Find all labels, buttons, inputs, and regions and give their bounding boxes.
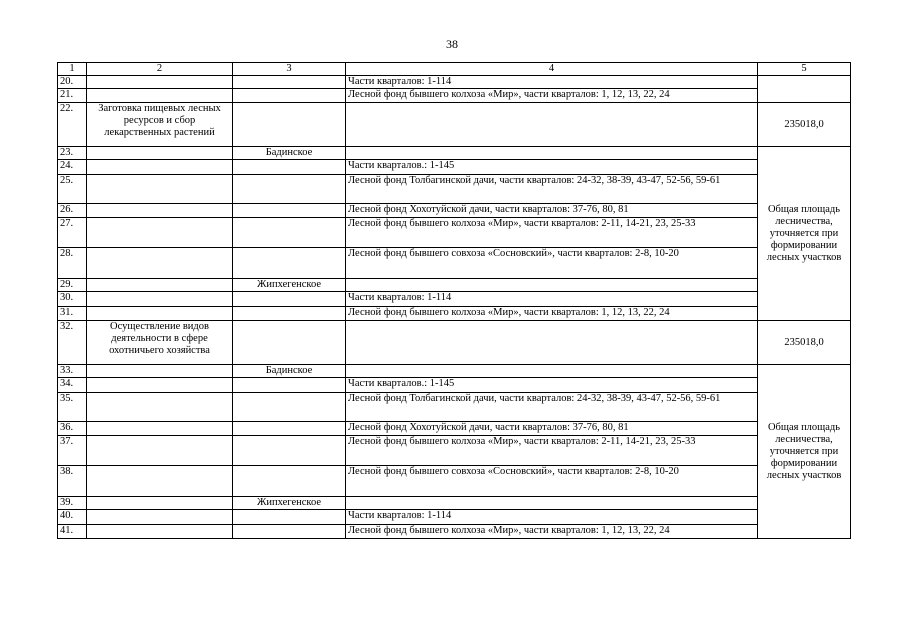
table-row xyxy=(58,393,851,422)
row-purpose xyxy=(87,175,233,204)
table-row xyxy=(58,218,851,248)
merged-area-note: Общая площадь лесничества, уточняется при формировании лесных участков xyxy=(758,365,851,539)
row-district xyxy=(233,436,346,466)
table-row xyxy=(58,103,851,147)
row-district: Бадинское xyxy=(233,147,346,160)
row-location xyxy=(346,147,758,160)
row-number: 31. xyxy=(58,307,87,321)
forest-district-table xyxy=(57,62,851,539)
row-purpose xyxy=(87,436,233,466)
row-purpose xyxy=(87,76,233,89)
row-location xyxy=(346,497,758,510)
row-purpose xyxy=(87,147,233,160)
row-location: Части кварталов.: 1-145 xyxy=(346,378,758,393)
row-location: Лесной фонд Толбагинской дачи, части кварталов: 24-32, 38-39, 43-47, 52-56, 59-61 xyxy=(346,175,758,204)
table-row xyxy=(58,321,851,365)
row-location: Лесной фонд бывшего колхоза «Мир», части кварталов: 1, 12, 13, 22, 24 xyxy=(346,307,758,321)
row-purpose xyxy=(87,466,233,497)
table-row xyxy=(58,248,851,279)
page-number: 38 xyxy=(446,37,458,51)
row-district xyxy=(233,466,346,497)
row-number: 28. xyxy=(58,248,87,279)
row-district xyxy=(233,292,346,307)
row-purpose xyxy=(87,307,233,321)
row-number: 34. xyxy=(58,378,87,393)
table-row xyxy=(58,422,851,436)
row-district: Бадинское xyxy=(233,365,346,378)
row-number: 20. xyxy=(58,76,87,89)
row-number: 25. xyxy=(58,175,87,204)
table-header-row xyxy=(58,63,851,76)
row-location: Части кварталов: 1-114 xyxy=(346,76,758,89)
row-number: 23. xyxy=(58,147,87,160)
row-district xyxy=(233,103,346,147)
table-row xyxy=(58,436,851,466)
row-purpose xyxy=(87,89,233,103)
row-number: 38. xyxy=(58,466,87,497)
table-row xyxy=(58,365,851,378)
row-location: Части кварталов.: 1-145 xyxy=(346,160,758,175)
row-number: 33. xyxy=(58,365,87,378)
table-row xyxy=(58,175,851,204)
header-col-2: 2 xyxy=(87,63,233,76)
row-number: 32. xyxy=(58,321,87,365)
row-location xyxy=(346,279,758,292)
row-number: 21. xyxy=(58,89,87,103)
header-col-5: 5 xyxy=(758,63,851,76)
row-purpose xyxy=(87,160,233,175)
row-district: Жипхегенское xyxy=(233,497,346,510)
row-district xyxy=(233,510,346,525)
row-district xyxy=(233,321,346,365)
row-location: Лесной фонд бывшего колхоза «Мир», части кварталов: 1, 12, 13, 22, 24 xyxy=(346,89,758,103)
row-district xyxy=(233,204,346,218)
row-location: Лесной фонд бывшего совхоза «Сосновский», части кварталов: 2-8, 10-20 xyxy=(346,248,758,279)
row-district xyxy=(233,393,346,422)
row-purpose xyxy=(87,497,233,510)
row-number: 29. xyxy=(58,279,87,292)
table-row xyxy=(58,89,851,103)
row-number: 22. xyxy=(58,103,87,147)
merged-area-note: Общая площадь лесничества, уточняется при формировании лесных участков xyxy=(758,147,851,321)
row-district xyxy=(233,422,346,436)
row-number: 37. xyxy=(58,436,87,466)
row-number: 39. xyxy=(58,497,87,510)
row-purpose xyxy=(87,365,233,378)
row-district xyxy=(233,175,346,204)
row-purpose xyxy=(87,422,233,436)
row-purpose xyxy=(87,393,233,422)
row-location xyxy=(346,103,758,147)
row-district xyxy=(233,378,346,393)
row-number: 26. xyxy=(58,204,87,218)
table-row xyxy=(58,466,851,497)
row-location: Лесной фонд бывшего колхоза «Мир», части кварталов: 2-11, 14-21, 23, 25-33 xyxy=(346,218,758,248)
row-location: Части кварталов: 1-114 xyxy=(346,510,758,525)
row-purpose: Заготовка пищевых лесных ресурсов и сбор лекарственных растений xyxy=(87,103,233,147)
table-row xyxy=(58,160,851,175)
row-area: 235018,0 xyxy=(758,103,851,147)
row-district xyxy=(233,525,346,539)
row-district: Жипхегенское xyxy=(233,279,346,292)
row-purpose xyxy=(87,218,233,248)
row-purpose xyxy=(87,510,233,525)
row-area: 235018,0 xyxy=(758,321,851,365)
row-district xyxy=(233,160,346,175)
header-col-3: 3 xyxy=(233,63,346,76)
row-location xyxy=(346,321,758,365)
row-district xyxy=(233,76,346,89)
row-purpose xyxy=(87,279,233,292)
table-row xyxy=(58,147,851,160)
row-purpose xyxy=(87,204,233,218)
row-number: 40. xyxy=(58,510,87,525)
table-row xyxy=(58,307,851,321)
row-district xyxy=(233,248,346,279)
table-row xyxy=(58,76,851,89)
table-row xyxy=(58,510,851,525)
table-row xyxy=(58,525,851,539)
row-location: Лесной фонд Хохотуйской дачи, части кварталов: 37-76, 80, 81 xyxy=(346,422,758,436)
row-location: Лесной фонд бывшего совхоза «Сосновский», части кварталов: 2-8, 10-20 xyxy=(346,466,758,497)
row-number: 35. xyxy=(58,393,87,422)
row-district xyxy=(233,307,346,321)
row-area xyxy=(758,76,851,103)
row-number: 36. xyxy=(58,422,87,436)
row-purpose xyxy=(87,292,233,307)
row-district xyxy=(233,218,346,248)
row-district xyxy=(233,89,346,103)
row-location xyxy=(346,365,758,378)
header-col-1: 1 xyxy=(58,63,87,76)
row-number: 41. xyxy=(58,525,87,539)
table-row xyxy=(58,497,851,510)
row-location: Части кварталов: 1-114 xyxy=(346,292,758,307)
row-location: Лесной фонд Толбагинской дачи, части кварталов: 24-32, 38-39, 43-47, 52-56, 59-61 xyxy=(346,393,758,422)
row-purpose xyxy=(87,378,233,393)
row-number: 24. xyxy=(58,160,87,175)
table-row xyxy=(58,292,851,307)
row-number: 27. xyxy=(58,218,87,248)
row-location: Лесной фонд Хохотуйской дачи, части кварталов: 37-76, 80, 81 xyxy=(346,204,758,218)
row-purpose xyxy=(87,248,233,279)
table-row xyxy=(58,204,851,218)
row-purpose: Осуществление видов деятельности в сфере охотничьего хозяйства xyxy=(87,321,233,365)
row-number: 30. xyxy=(58,292,87,307)
row-location: Лесной фонд бывшего колхоза «Мир», части кварталов: 2-11, 14-21, 23, 25-33 xyxy=(346,436,758,466)
header-col-4: 4 xyxy=(346,63,758,76)
table-row xyxy=(58,378,851,393)
row-purpose xyxy=(87,525,233,539)
table-row xyxy=(58,279,851,292)
row-location: Лесной фонд бывшего колхоза «Мир», части кварталов: 1, 12, 13, 22, 24 xyxy=(346,525,758,539)
